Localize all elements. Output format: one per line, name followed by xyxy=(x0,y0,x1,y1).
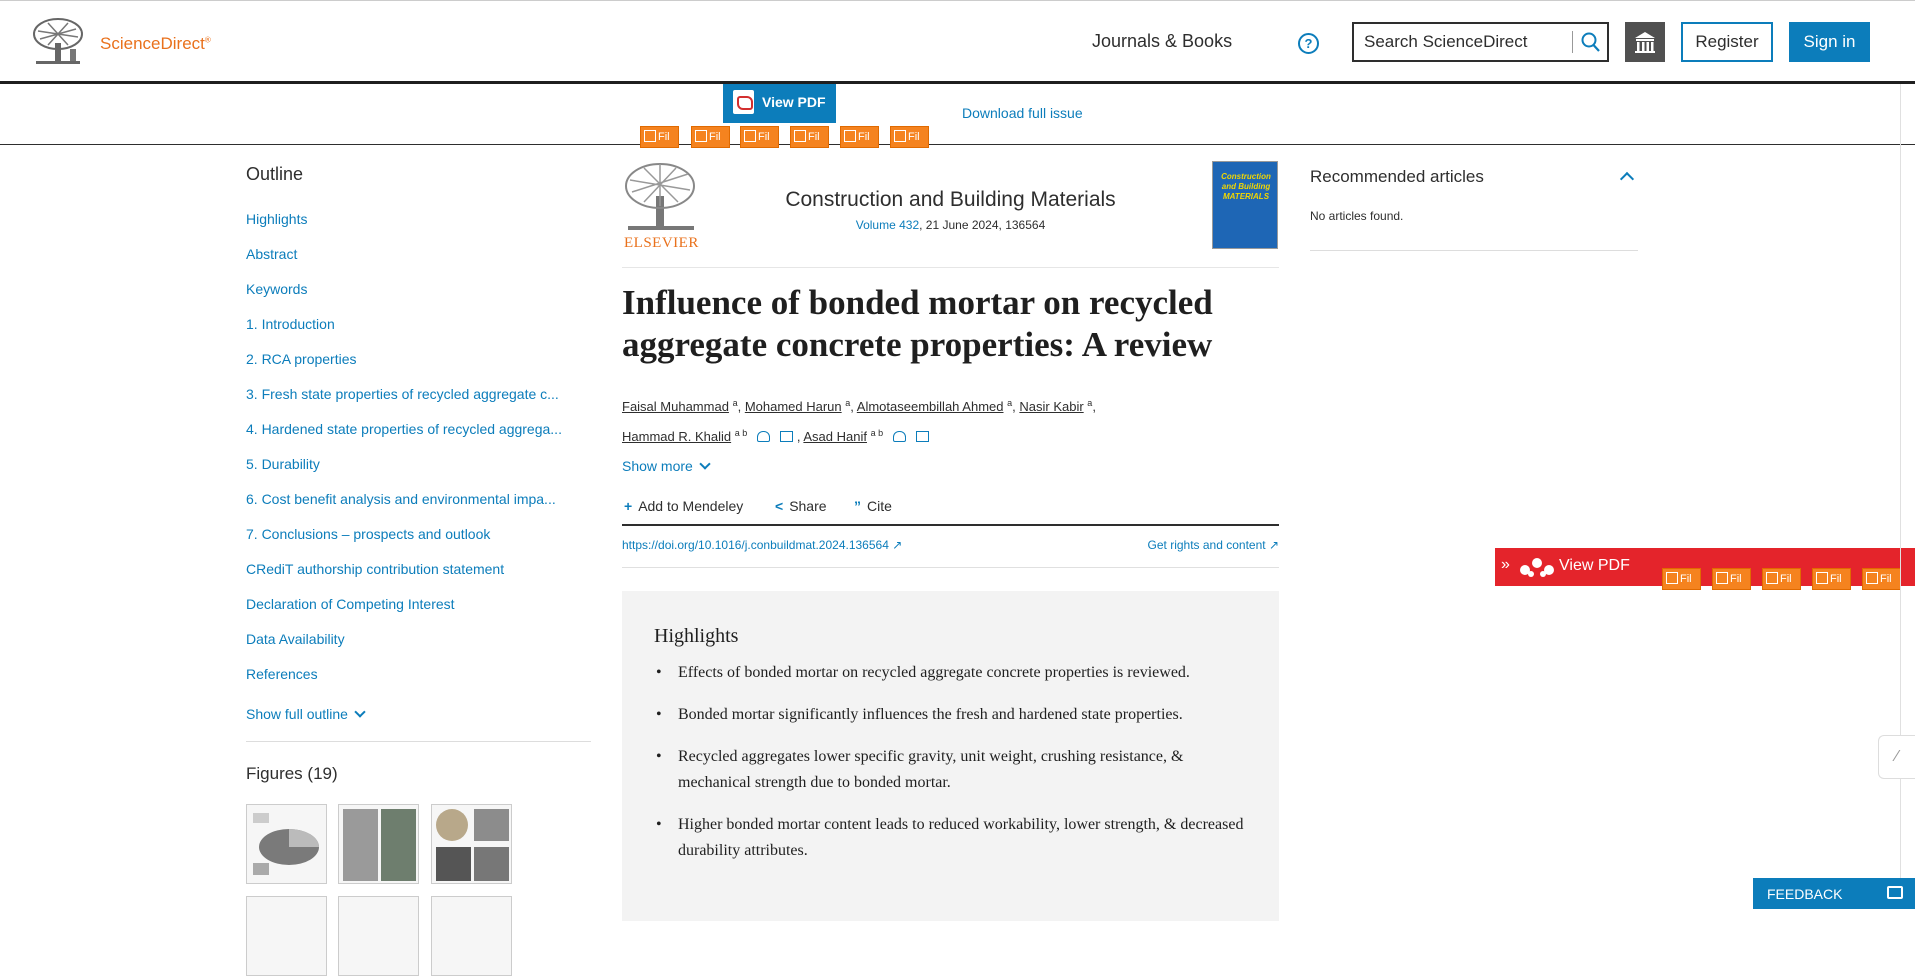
recommended-articles-panel xyxy=(1310,162,1638,251)
fill-tag[interactable]: Fil xyxy=(1862,568,1901,590)
search-input[interactable] xyxy=(1354,24,1569,60)
chat-bubble-icon xyxy=(1887,886,1903,899)
fill-edit-icon xyxy=(644,130,656,142)
outline-item-conclusions[interactable]: 7. Conclusions – prospects and outlook xyxy=(246,526,491,542)
outline-item-data-availability[interactable]: Data Availability xyxy=(246,631,345,647)
pie-figure-image xyxy=(247,805,327,884)
add-to-mendeley-button[interactable]: + Add to Mendeley xyxy=(624,498,744,514)
outline-item-introduction[interactable]: 1. Introduction xyxy=(246,316,335,332)
cite-button[interactable]: ” Cite xyxy=(854,498,892,514)
search-box xyxy=(1352,22,1609,62)
article-actions xyxy=(622,496,1279,526)
elsevier-wordmark: ELSEVIER xyxy=(624,235,699,251)
show-full-outline-button[interactable]: Show full outline xyxy=(246,706,364,722)
figure-thumbnail[interactable] xyxy=(246,896,327,976)
rights-content-link[interactable]: Get rights and content ↗ xyxy=(1147,538,1279,552)
outline-item-hardened-state[interactable]: 4. Hardened state properties of recycled aggrega... xyxy=(246,421,562,437)
author-link[interactable]: Hammad R. Khalid xyxy=(622,429,732,444)
outline-item-rca-properties[interactable]: 2. RCA properties xyxy=(246,351,357,367)
mail-icon[interactable] xyxy=(916,431,929,442)
figure-thumbnail[interactable] xyxy=(431,804,512,884)
author-link[interactable]: Faisal Muhammad xyxy=(622,399,729,414)
author-link[interactable]: Mohamed Harun xyxy=(744,399,842,414)
fill-edit-icon xyxy=(844,130,856,142)
figure-thumbnail[interactable] xyxy=(338,896,419,976)
fill-edit-icon xyxy=(1766,572,1778,584)
aggregate-figure-image xyxy=(432,805,512,884)
recommended-empty-text: No articles found. xyxy=(1310,209,1404,223)
outline-item-highlights[interactable]: Highlights xyxy=(246,211,308,227)
outline-item-credit[interactable]: CRediT authorship contribution statement xyxy=(246,561,505,577)
outline-item-abstract[interactable]: Abstract xyxy=(246,246,298,262)
pdf-icon xyxy=(733,90,754,114)
fill-edit-icon xyxy=(1716,572,1728,584)
volume-link[interactable]: Volume 432 xyxy=(855,218,920,232)
fill-edit-icon xyxy=(794,130,806,142)
mendeley-icon xyxy=(1517,554,1557,578)
highlights-title: Highlights xyxy=(654,625,739,647)
journal-volume-info: Volume 432, 21 June 2024, 136564 xyxy=(855,218,1046,232)
highlights-section xyxy=(622,591,1279,921)
search-divider xyxy=(1572,31,1573,53)
doi-row xyxy=(622,538,1279,568)
article-title: Influence of bonded mortar on recycled aggregate concrete properties: A review xyxy=(622,283,1213,364)
fill-tag[interactable]: Fil xyxy=(890,126,929,148)
outline-title: Outline xyxy=(246,164,304,184)
fill-tag[interactable]: Fil xyxy=(691,126,730,148)
outline-panel xyxy=(246,164,591,701)
side-tool-tab[interactable] xyxy=(1878,735,1915,779)
outline-item-references[interactable]: References xyxy=(246,666,318,682)
chevron-down-icon xyxy=(699,458,710,469)
journal-title-link[interactable]: Construction and Building Materials xyxy=(785,188,1116,211)
doi-link[interactable]: https://doi.org/10.1016/j.conbuildmat.2024.136564 ↗ xyxy=(622,538,903,552)
fill-edit-icon xyxy=(744,130,756,142)
view-pdf-button[interactable]: View PDF xyxy=(723,84,836,123)
recommended-title[interactable]: Recommended articles xyxy=(1310,167,1484,186)
figures-title: Figures (19) xyxy=(246,764,338,783)
brand-name[interactable]: ScienceDirect® xyxy=(100,34,211,53)
external-link-icon: ↗ xyxy=(892,538,903,552)
outline-item-fresh-state[interactable]: 3. Fresh state properties of recycled aggregate c... xyxy=(246,386,559,402)
institution-icon[interactable] xyxy=(1625,22,1665,62)
sign-in-button[interactable]: Sign in xyxy=(1789,22,1870,62)
fill-tag[interactable]: Fil xyxy=(640,126,679,148)
plus-icon: + xyxy=(624,498,633,514)
highlight-item: • Bonded mortar significantly influences the fresh and hardened state properties. xyxy=(654,702,1249,728)
search-icon[interactable] xyxy=(1578,28,1604,56)
journals-books-link[interactable]: Journals & Books xyxy=(1092,31,1233,51)
help-icon[interactable]: ? xyxy=(1298,33,1319,54)
article-toolbar xyxy=(0,84,1915,145)
fill-edit-icon xyxy=(695,130,707,142)
site-header xyxy=(0,0,1915,84)
download-full-issue-link[interactable]: Download full issue xyxy=(962,105,1083,121)
fill-edit-icon xyxy=(1666,572,1678,584)
micrograph-figure-image xyxy=(339,805,419,884)
outline-item-keywords[interactable]: Keywords xyxy=(246,281,308,297)
person-icon[interactable] xyxy=(757,431,770,442)
quote-icon: ” xyxy=(854,498,861,514)
fill-tag[interactable]: Fil xyxy=(790,126,829,148)
outline-item-durability[interactable]: 5. Durability xyxy=(246,456,320,472)
fill-overlay-strip xyxy=(1662,568,1915,590)
fill-tag[interactable]: Fil xyxy=(740,126,779,148)
fill-edit-icon xyxy=(1866,572,1878,584)
fill-overlay-strip xyxy=(640,126,935,148)
floating-view-pdf-bar[interactable]: » View PDF Fil Fil Fil Fil Fil xyxy=(1495,548,1915,586)
outline-item-cost-benefit[interactable]: 6. Cost benefit analysis and environmental impa... xyxy=(246,491,556,507)
fill-tag[interactable]: Fil xyxy=(1762,568,1801,590)
fill-tag[interactable]: Fil xyxy=(1712,568,1751,590)
figure-thumbnail[interactable] xyxy=(246,804,327,884)
fill-edit-icon xyxy=(1816,572,1828,584)
double-chevron-icon[interactable]: » xyxy=(1501,556,1510,573)
journal-cover-image[interactable] xyxy=(1212,161,1278,249)
share-icon: < xyxy=(775,498,784,514)
person-icon[interactable] xyxy=(893,431,906,442)
mail-icon[interactable] xyxy=(780,431,793,442)
highlight-item: • Recycled aggregates lower specific gravity, unit weight, crushing resistance, & mechanical strength due to bonded mortar. xyxy=(654,744,1249,796)
cover-title: Construction and Building MATERIALS xyxy=(1221,172,1271,201)
external-link-icon: ↗ xyxy=(1268,538,1279,552)
outline-divider xyxy=(246,741,591,742)
show-more-button[interactable]: Show more xyxy=(622,458,709,474)
author-link[interactable]: Nasir Kabir xyxy=(1019,399,1084,414)
journal-header xyxy=(622,160,1279,268)
author-link[interactable]: Asad Hanif xyxy=(803,429,867,444)
figure-thumbnail[interactable] xyxy=(431,896,512,976)
highlight-item: • Effects of bonded mortar on recycled aggregate concrete properties is reviewed. xyxy=(654,660,1249,686)
figure-thumbnail[interactable] xyxy=(338,804,419,884)
feedback-button[interactable]: FEEDBACK xyxy=(1753,878,1915,909)
outline-item-declaration[interactable]: Declaration of Competing Interest xyxy=(246,596,455,612)
register-button[interactable]: Register xyxy=(1681,22,1773,62)
fill-tag[interactable]: Fil xyxy=(1812,568,1851,590)
fill-tag[interactable]: Fil xyxy=(840,126,879,148)
author-link[interactable]: Almotaseembillah Ahmed xyxy=(856,399,1004,414)
author-list: Faisal Muhammad $^a$, Mohamed Harun $^a$, Almotaseembillah Ahmed $^a$, Nasir Kabir $^a$, Hammad R. Khalid $^{a b}$ , Asad Hanif $^{a b}$ xyxy=(622,398,1096,444)
highlight-item: • Higher bonded mortar content leads to reduced workability, lower strength, & decreased durability attributes. xyxy=(654,812,1249,864)
share-button[interactable]: < Share xyxy=(775,498,827,514)
scrollbar-track[interactable] xyxy=(1900,84,1901,909)
fill-tag[interactable]: Fil xyxy=(1662,568,1701,590)
expand-icon: ∕ xyxy=(1895,748,1899,765)
elsevier-tree-logo[interactable] xyxy=(30,17,86,65)
chevron-down-icon xyxy=(354,706,365,717)
fill-edit-icon xyxy=(894,130,906,142)
